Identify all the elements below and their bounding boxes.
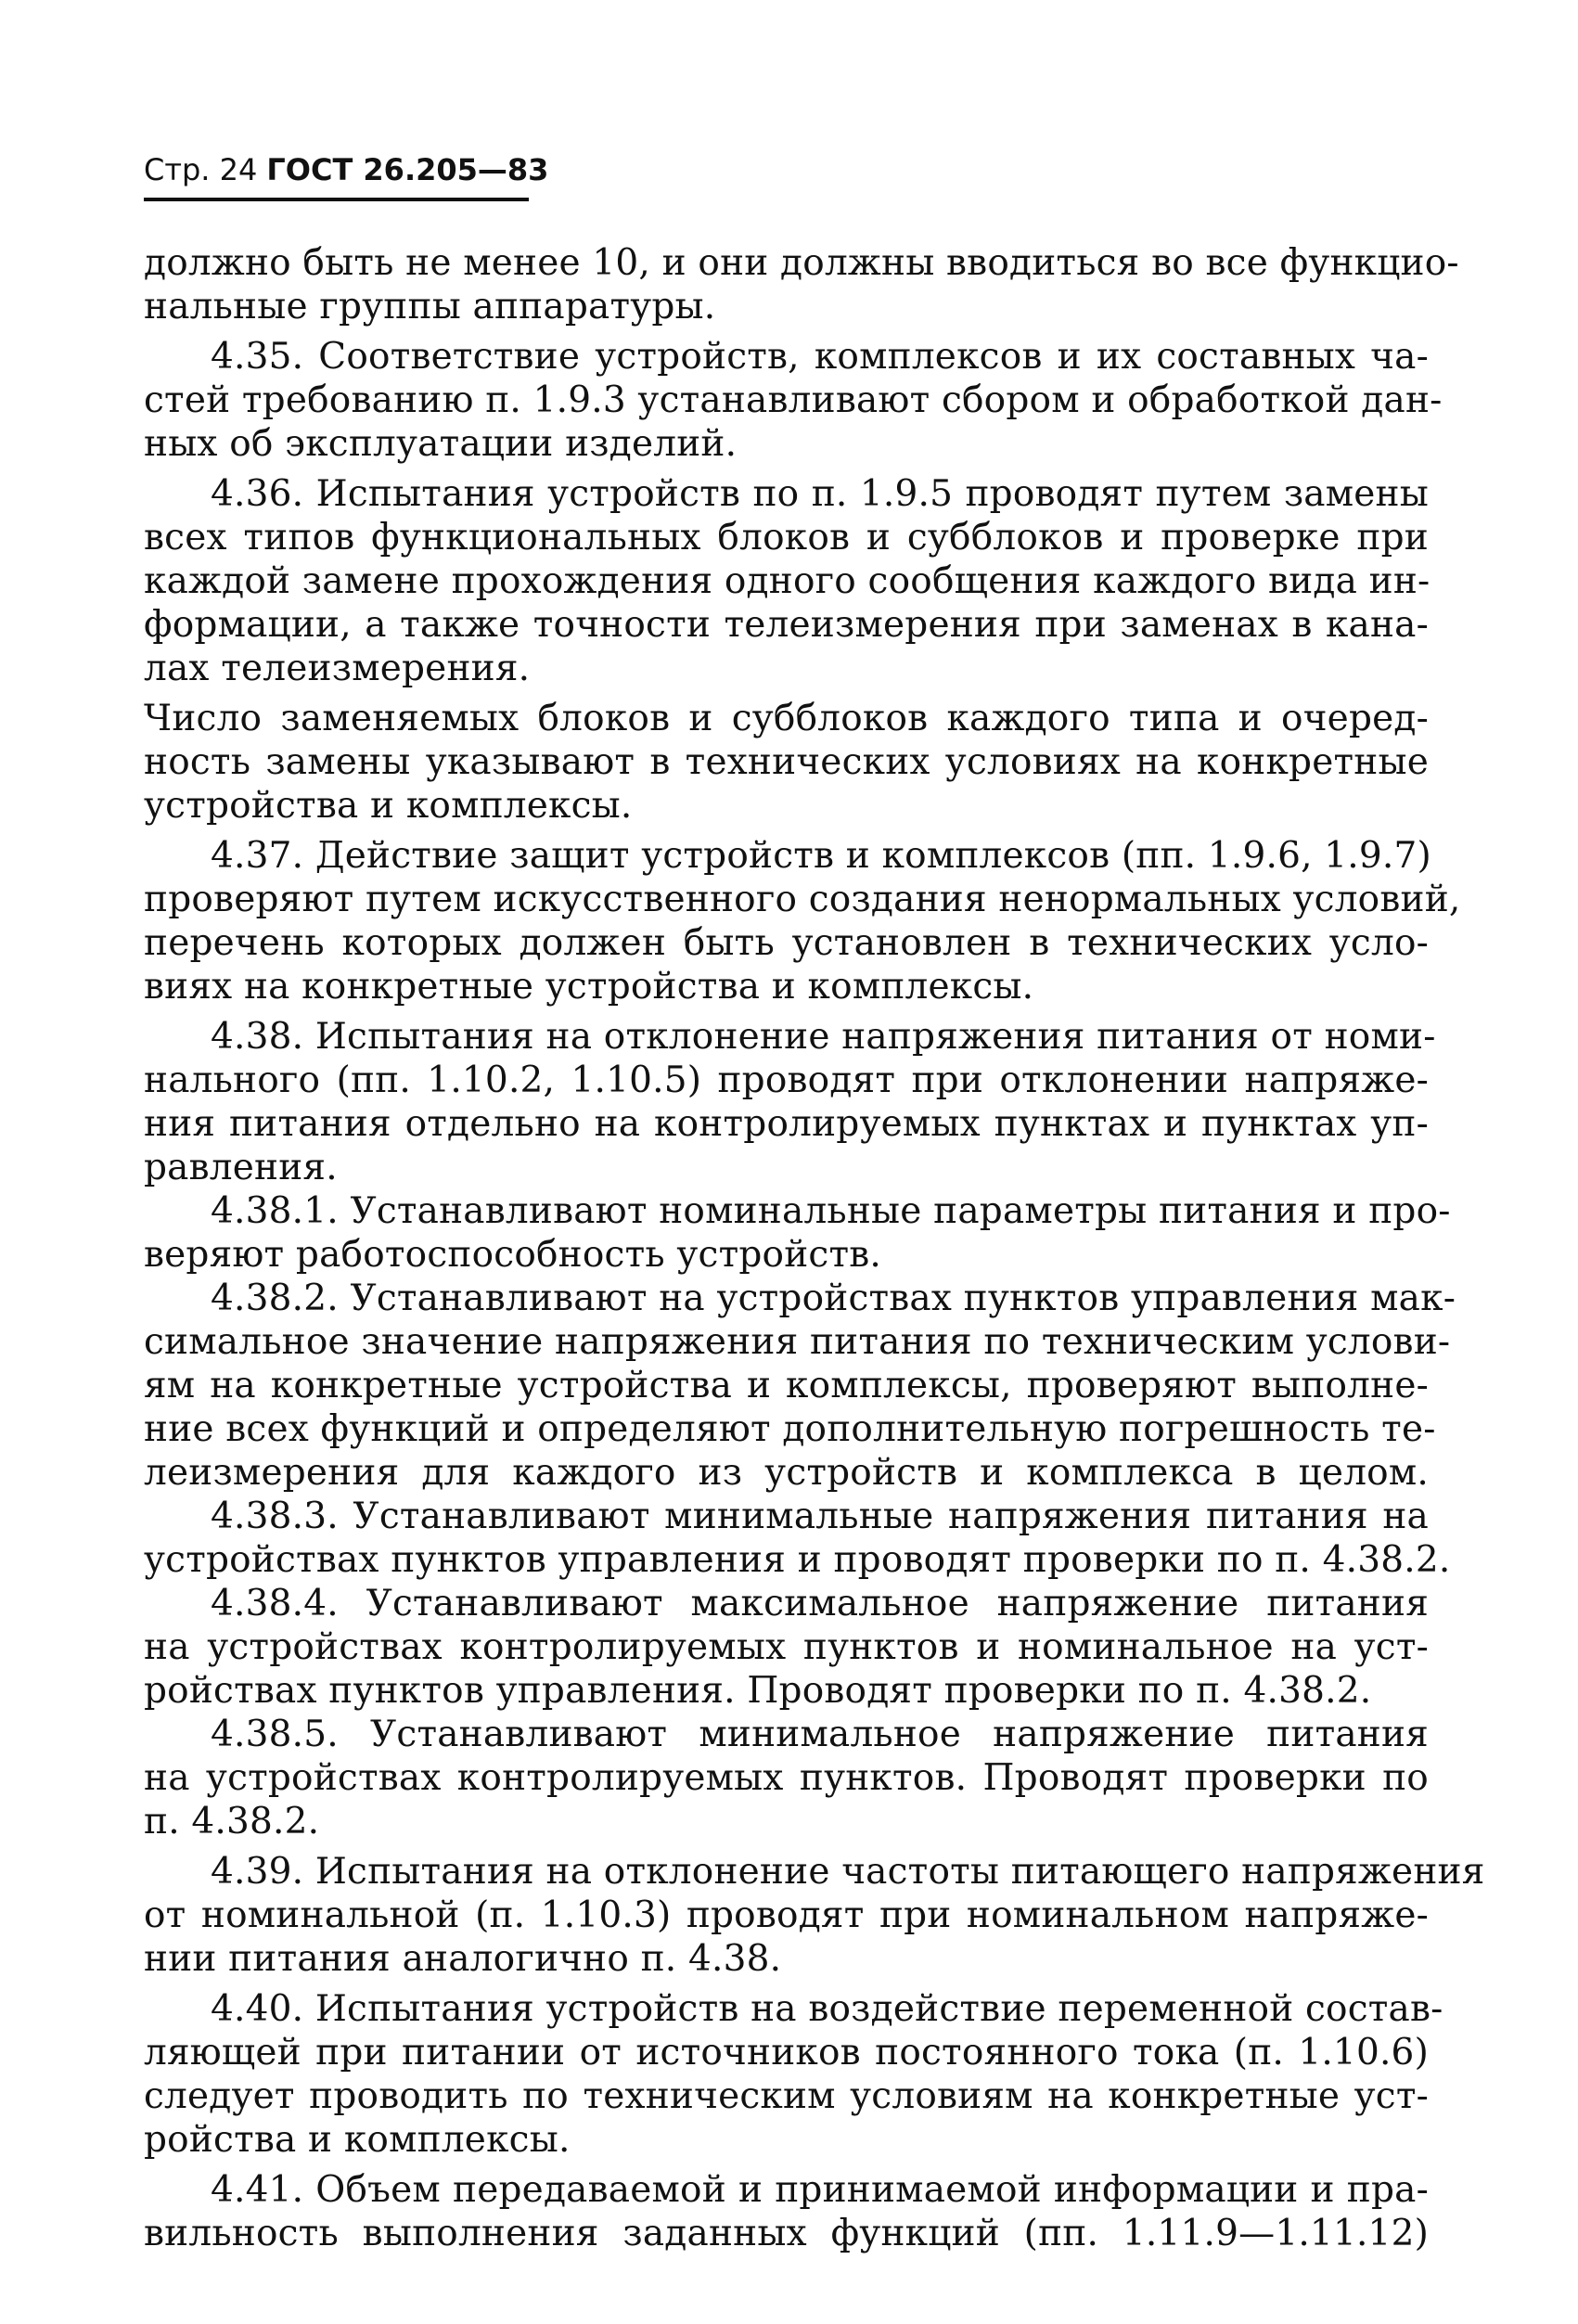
standard-number: ГОСТ 26.205—83 (266, 152, 549, 187)
page-number: Стр. 24 (144, 152, 258, 187)
text-line: всех типов функциональных блоков и субблоков и проверке при (144, 517, 1429, 559)
text-line: лах телеизмерения. (144, 648, 531, 689)
text-line: следует проводить по техническим условиям на конкретные уст- (144, 2075, 1429, 2117)
text-line: устройства и комплексы. (144, 785, 633, 827)
text-line: нии питания аналогично п. 4.38. (144, 1938, 782, 1980)
text-line: веряют работоспособность устройств. (144, 1234, 881, 1276)
paragraph-4-39: 4.39. Испытания на отклонение частоты питающего напряжения (211, 1851, 1485, 1893)
paragraph-4-38-4: 4.38.4. Устанавливают максимальное напряжение питания (211, 1583, 1429, 1624)
paragraph-4-38-1: 4.38.1. Устанавливают номинальные параметры питания и про- (211, 1190, 1451, 1232)
text-line: ройства и комплексы. (144, 2119, 571, 2161)
paragraph-4-38-5: 4.38.5. Устанавливают минимальное напряжение питания (211, 1714, 1429, 1755)
text-line: ния питания отдельно на контролируемых пунктах и пунктах уп- (144, 1103, 1429, 1145)
text-line: п. 4.38.2. (144, 1801, 320, 1843)
text-line: леизмерения для каждого из устройств и комплекса в целом. (144, 1452, 1429, 1494)
text-line: на устройствах контролируемых пунктов. Проводят проверки по (144, 1757, 1429, 1799)
text-line: от номинальной (п. 1.10.3) проводят при номинальном напряже- (144, 1894, 1429, 1936)
text-line: ных об эксплуатации изделий. (144, 423, 738, 465)
paragraph-4-38: 4.38. Испытания на отклонение напряжения питания от номи- (211, 1016, 1436, 1058)
text-line: на устройствах контролируемых пунктов и номинальное на уст- (144, 1626, 1429, 1668)
text-line: виях на конкретные устройства и комплексы. (144, 966, 1034, 1008)
text-line: должно быть не менее 10, и они должны вводиться во все функцио- (144, 242, 1459, 284)
text-line: нального (пп. 1.10.2, 1.10.5) проводят при отклонении напряже- (144, 1059, 1429, 1101)
paragraph-4-35: 4.35. Соответствие устройств, комплексов и их составных ча- (211, 336, 1429, 378)
text-line: вильность выполнения заданных функций (пп. 1.11.9—1.11.12) (144, 2213, 1429, 2254)
text-line: проверяют путем искусственного создания ненормальных условий, (144, 879, 1461, 920)
text-line: каждой замене прохождения одного сообщения каждого вида ин- (144, 560, 1430, 602)
paragraph-count-of-blocks: Число заменяемых блоков и субблоков каждого типа и очеред- (144, 698, 1429, 739)
text-line: ройствах пунктов управления. Проводят проверки по п. 4.38.2. (144, 1670, 1372, 1712)
text-line: ляющей при питании от источников постоянного тока (п. 1.10.6) (144, 2032, 1429, 2074)
paragraph-4-38-2: 4.38.2. Устанавливают на устройствах пунктов управления мак- (211, 1278, 1456, 1319)
text-line: симальное значение напряжения питания по техническим услови- (144, 1321, 1451, 1363)
text-line: стей требованию п. 1.9.3 устанавливают сбором и обработкой дан- (144, 379, 1443, 421)
text-line: формации, а также точности телеизмерения при заменах в кана- (144, 604, 1429, 646)
paragraph-4-38-3: 4.38.3. Устанавливают минимальные напряжения питания на (211, 1496, 1429, 1537)
text-line: устройствах пунктов управления и проводят проверки по п. 4.38.2. (144, 1539, 1451, 1581)
text-line: нальные группы аппаратуры. (144, 286, 716, 327)
page-header (144, 151, 549, 201)
text-line: ям на конкретные устройства и комплексы, проверяют выполне- (144, 1365, 1429, 1406)
text-line: перечень которых должен быть установлен в технических усло- (144, 922, 1429, 964)
paragraph-4-36: 4.36. Испытания устройств по п. 1.9.5 проводят путем замены (211, 473, 1429, 515)
paragraph-4-41: 4.41. Объем передаваемой и принимаемой информации и пра- (211, 2169, 1429, 2211)
paragraph-4-37: 4.37. Действие защит устройств и комплексов (пп. 1.9.6, 1.9.7) (211, 835, 1431, 877)
paragraph-4-40: 4.40. Испытания устройств на воздействие переменной состав- (211, 1988, 1443, 2030)
text-line: ние всех функций и определяют дополнительную погрешность те- (144, 1408, 1436, 1450)
text-line: равления. (144, 1147, 338, 1188)
text-line: ность замены указывают в технических условиях на конкретные (144, 741, 1429, 783)
document-body (144, 241, 1485, 2255)
